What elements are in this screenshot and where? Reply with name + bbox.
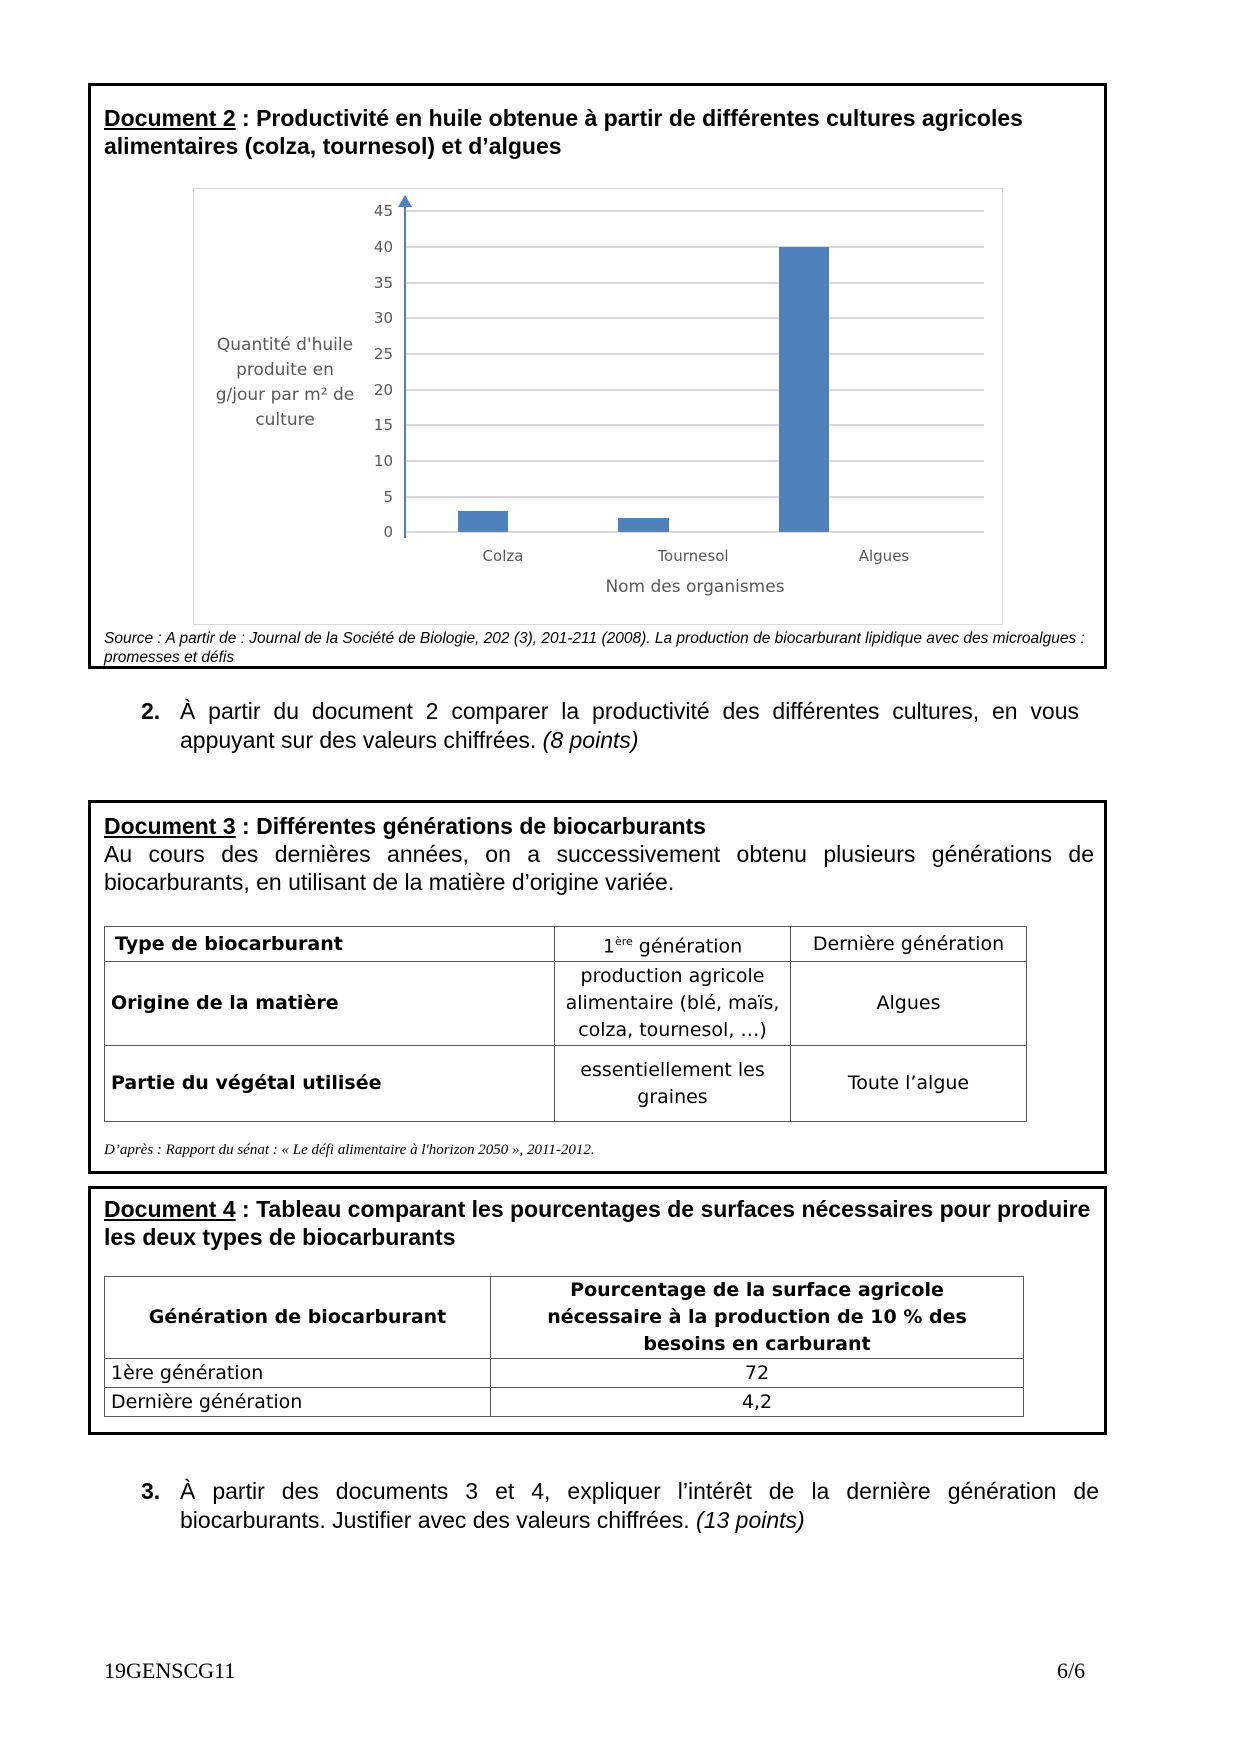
y-axis-title-line: culture [255,410,315,430]
gridline-45 [406,210,984,212]
y-tick-label: 35 [373,274,393,292]
y-tick-label: 0 [383,523,393,541]
y-axis-title-line: Quantité d'huile [216,335,354,355]
y-axis-title-line: g/jour par m² de [215,385,355,405]
gridline-20 [406,389,984,391]
y-axis-line [404,202,406,538]
question-2-number: 2. [141,698,161,724]
document-4-table [104,1276,1024,1417]
y-axis-title [210,333,360,433]
x-category-label: Colza [482,547,524,565]
y-axis-arrow-icon [398,195,412,207]
table-cell: Partie du végétal utilisée [105,1046,555,1122]
question-3-number: 3. [141,1478,161,1504]
table-cell: Dernière génération [105,1388,491,1417]
document-3-label: Document 3 [104,813,236,839]
table-header-cell: Génération de biocarburant [105,1277,491,1359]
table-cell: production agricole alimentaire (blé, maïs, colza, tournesol, …) [555,962,791,1046]
y-tick-label: 20 [373,381,393,399]
question-3 [141,1477,1099,1537]
bar-algues [779,247,829,532]
gridline-25 [406,353,984,355]
table-header-cell: Type de biocarburant [105,927,555,962]
table-row [105,962,1027,1046]
document-4-title-text: : Tableau comparant les pourcentages de surfaces nécessaires pour produire les deux types de biocarburants [104,1196,1091,1250]
question-3-text [180,1477,1099,1535]
table-cell: Algues [791,962,1027,1046]
gridline-35 [406,282,984,284]
y-tick-label: 40 [373,238,393,256]
table-cell: 1ère génération [105,1359,491,1388]
question-2-text [180,697,1079,755]
question-2-text-body: À partir du document 2 comparer la productivité des différentes cultures, en vous appuyant sur des valeurs chiffrées. [180,698,1079,753]
x-category-label: Algues [858,547,910,565]
header-superscript: ère [614,934,633,948]
table-cell: 4,2 [491,1388,1024,1417]
bar-colza [458,511,508,532]
table-header-cell: Dernière génération [791,927,1027,962]
table-row [105,1359,1024,1388]
header-text: 1 [602,935,615,958]
table-cell: essentiellement les graines [555,1046,791,1122]
y-axis-title-line: produite en [236,360,334,380]
document-3-title [104,812,1094,840]
table-header-row [105,1277,1024,1359]
document-4-label: Document 4 [104,1196,236,1222]
footer-page-number: 6/6 [1057,1658,1086,1683]
document-3-title-text: : Différentes générations de biocarburants [235,813,706,839]
gridline-10 [406,460,984,462]
gridline-30 [406,317,984,319]
table-cell: Origine de la matière [105,962,555,1046]
question-2-points: (8 points) [542,727,639,753]
table-header-cell: Pourcentage de la surface agricole nécessaire à la production de 10 % des besoins en carburant [491,1277,1024,1359]
y-tick-label: 5 [383,488,393,506]
y-tick-label: 45 [373,202,393,220]
document-2-title-text: : Productivité en huile obtenue à partir de différentes cultures agricoles alimentaires (colza, tournesol) et d’algues [104,105,1023,159]
table-cell: 72 [491,1359,1024,1388]
y-tick-label: 25 [373,345,393,363]
y-tick-label: 30 [373,309,393,327]
document-3-intro: Au cours des dernières années, on a successivement obtenu plusieurs générations de biocarburants, en utilisant de la matière d’origine variée. [104,841,1094,895]
document-3-table [104,926,1027,1122]
y-tick-label: 10 [373,452,393,470]
document-3-source: D’après : Rapport du sénat : « Le défi alimentaire à l'horizon 2050 », 2011-2012. [104,1142,595,1158]
table-row [105,1388,1024,1417]
y-tick-label: 15 [373,416,393,434]
x-category-label: Tournesol [657,547,729,565]
bar-tournesol [618,518,669,532]
x-axis-title: Nom des organismes [605,577,785,597]
table-header-cell [555,927,791,962]
header-text: génération [632,935,743,958]
table-header-row [105,927,1027,962]
gridline-5 [406,496,984,498]
question-2 [141,697,1079,757]
document-2-title [104,104,1094,160]
gridline-40 [406,246,984,248]
table-row [105,1046,1027,1122]
question-3-points: (13 points) [696,1507,805,1533]
footer-code: 19GENSCG11 [104,1658,236,1683]
document-4-title [104,1195,1094,1251]
document-2-label: Document 2 [104,105,236,131]
question-3-text-body: À partir des documents 3 et 4, expliquer l’intérêt de la dernière génération de biocarburants. Justifier avec des valeurs chiffrées. [180,1478,1099,1533]
gridline-15 [406,424,984,426]
document-2-source: Source : A partir de : Journal de la Société de Biologie, 202 (3), 201-211 (2008). La production de biocarburant lipidique avec des microalgues : promesses et défis [104,630,1085,666]
table-cell: Toute l’algue [791,1046,1027,1122]
